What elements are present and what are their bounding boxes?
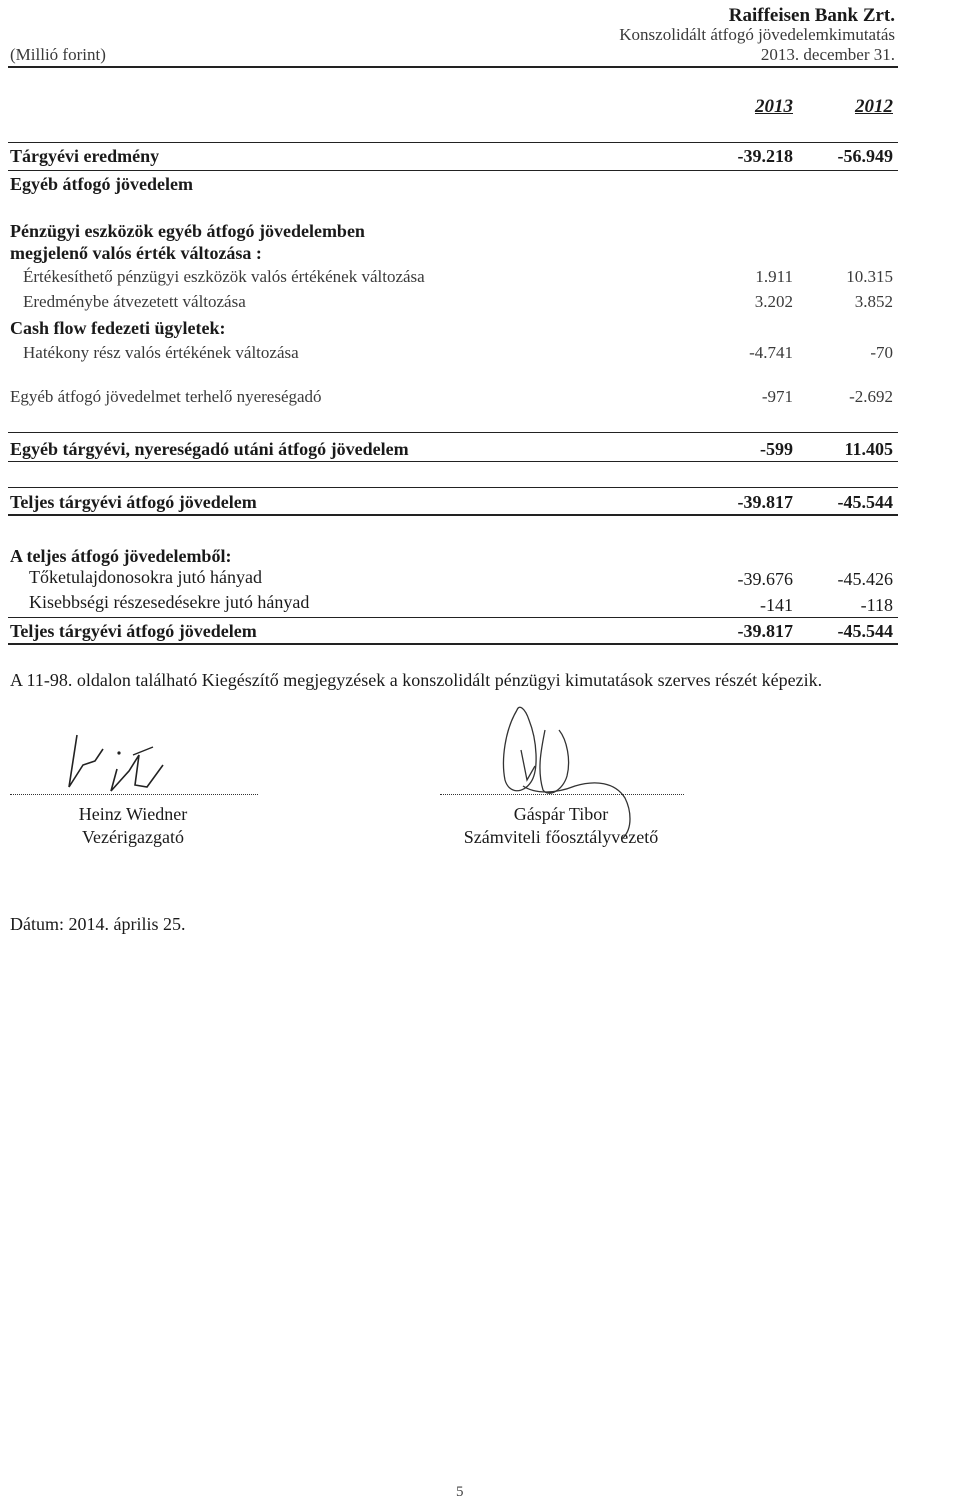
row-value-2013: -39.218: [737, 146, 793, 166]
table-top-rule: [8, 142, 898, 143]
row-label: Hatékony rész valós értékének változása: [23, 343, 299, 362]
section-heading: Egyéb átfogó jövedelem: [10, 174, 193, 194]
row-label: Kisebbségi részesedésekre jutó hányad: [29, 592, 310, 612]
row-value-2012: -2.692: [849, 387, 893, 406]
row-label: Tárgyévi eredmény: [10, 146, 160, 166]
section-heading: megjelenő valós érték változása :: [10, 243, 262, 263]
row-value-2012: 11.405: [844, 439, 893, 459]
row-rule: [8, 170, 898, 171]
row-rule: [8, 461, 898, 462]
section-heading: A teljes átfogó jövedelemből:: [10, 546, 232, 566]
row-value-2013: -39.676: [737, 569, 793, 589]
signatory-name: Heinz Wiedner: [78, 804, 188, 824]
row-label: Értékesíthető pénzügyi eszközök valós értékének változása: [23, 267, 425, 286]
row-value-2013: -971: [761, 387, 793, 406]
row-value-2012: -45.544: [837, 492, 893, 512]
row-label: Teljes tárgyévi átfogó jövedelem: [10, 621, 257, 641]
column-header-2012: 2012: [855, 96, 893, 117]
company-name: Raiffeisen Bank Zrt.: [728, 5, 895, 26]
signatory-name: Gáspár Tibor: [513, 804, 609, 824]
header-rule: [8, 66, 898, 68]
row-value-2012: -70: [870, 343, 893, 362]
row-value-2012: -56.949: [837, 146, 893, 166]
row-value-2012: 3.852: [854, 292, 893, 311]
signature-wiedner-icon: [55, 725, 185, 805]
row-value-2013: -4.741: [749, 343, 793, 362]
row-value-2013: -39.817: [737, 621, 793, 641]
row-value-2013: 3.202: [754, 292, 793, 311]
row-label: Teljes tárgyévi átfogó jövedelem: [10, 492, 257, 512]
statement-title: Konszolidált átfogó jövedelemkimutatás: [619, 25, 895, 44]
row-rule: [8, 487, 898, 488]
row-value-2013: -141: [760, 595, 793, 615]
signatory-title: Vezérigazgató: [82, 827, 184, 847]
row-value-2012: -45.426: [837, 569, 893, 589]
row-label: Eredménybe átvezetett változása: [23, 292, 246, 311]
signatory-title: Számviteli főosztályvezető: [463, 827, 659, 847]
row-value-2013: -599: [760, 439, 793, 459]
signing-date: Dátum: 2014. április 25.: [10, 914, 186, 934]
section-heading: Cash flow fedezeti ügyletek:: [10, 318, 226, 338]
signature-line: [10, 794, 258, 795]
currency-unit: (Millió forint): [10, 45, 106, 64]
row-rule: [8, 617, 898, 618]
statement-date: 2013. december 31.: [760, 45, 895, 64]
row-label: Egyéb tárgyévi, nyereségadó utáni átfogó jövedelem: [10, 439, 409, 459]
section-heading: Pénzügyi eszközök egyéb átfogó jövedelemben: [10, 221, 365, 241]
row-label: Tőketulajdonosokra jutó hányad: [29, 567, 262, 587]
row-value-2012: -118: [860, 595, 893, 615]
column-header-2013: 2013: [755, 96, 793, 117]
row-label: Egyéb átfogó jövedelmet terhelő nyereségadó: [10, 387, 322, 406]
row-value-2012: 10.315: [846, 267, 893, 286]
footnote: A 11-98. oldalon található Kiegészítő megjegyzések a konszolidált pénzügyi kimutatások szerves részét képezik.: [10, 670, 823, 690]
row-value-2013: -39.817: [737, 492, 793, 512]
table-bottom-rule: [8, 643, 898, 645]
signature-line: [440, 794, 684, 795]
row-value-2012: -45.544: [837, 621, 893, 641]
row-value-2013: 1.911: [755, 267, 793, 286]
row-rule: [8, 432, 898, 433]
page-number: 5: [456, 1484, 464, 1500]
row-rule: [8, 514, 898, 516]
